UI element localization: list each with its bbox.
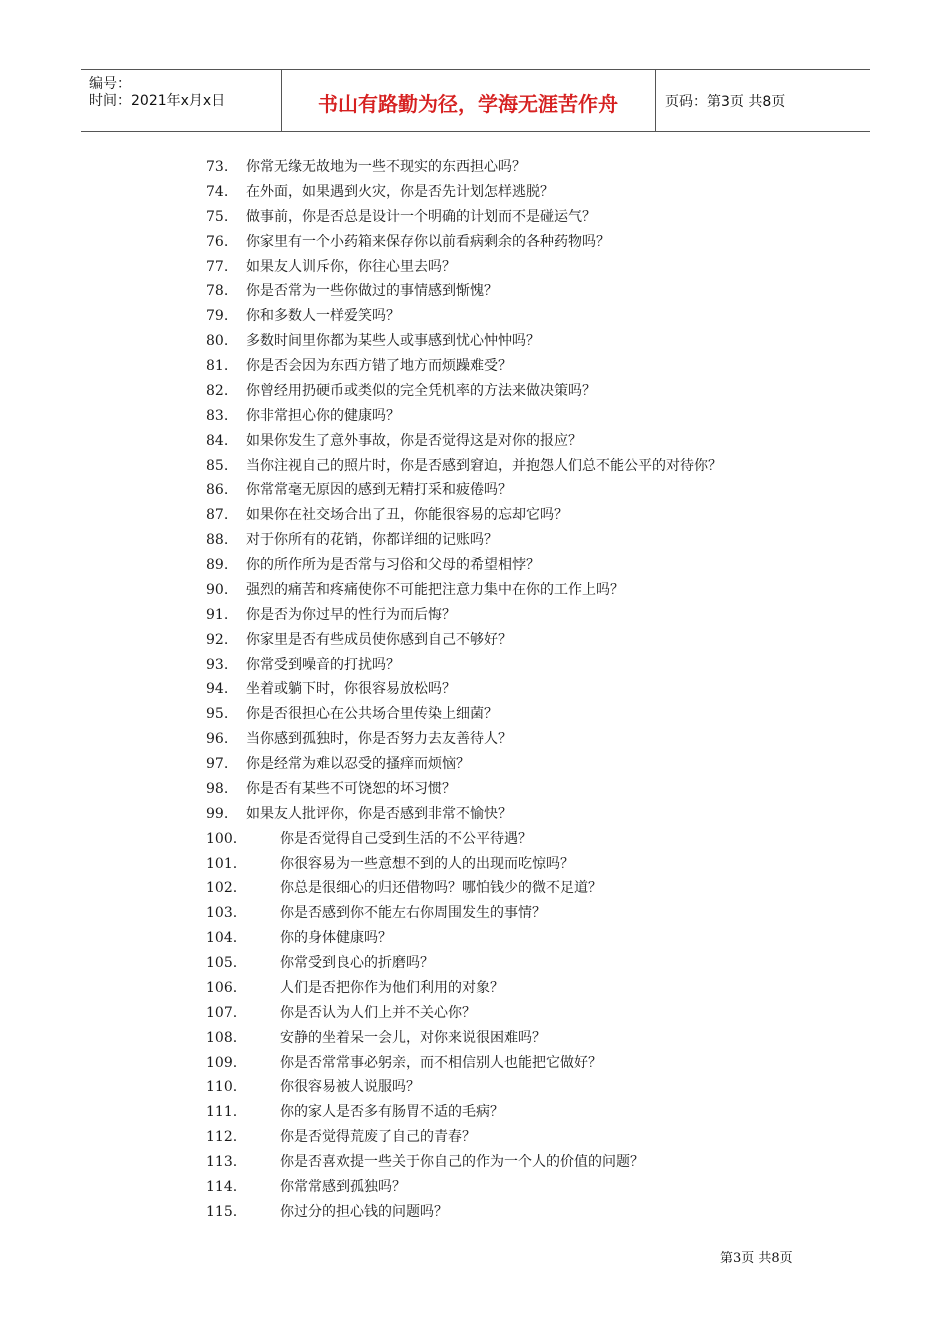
question-number: 80. (206, 333, 229, 350)
question-item (0, 1202, 950, 1227)
header-info-cell (81, 70, 282, 131)
header-page-cell (655, 70, 870, 131)
question-text: 如果你在社交场合出了丑，你能很容易的忘却它吗？ (246, 507, 568, 524)
question-item (0, 331, 950, 356)
question-item (0, 903, 950, 928)
question-number: 113. (206, 1154, 238, 1170)
question-number: 84. (206, 432, 229, 449)
question-number: 106. (206, 979, 238, 996)
question-number: 73. (206, 159, 229, 175)
question-item (0, 157, 950, 182)
question-text: 你常常感到孤独吗？ (280, 1178, 406, 1195)
question-item (0, 207, 950, 232)
question-item (0, 456, 950, 481)
question-item (0, 630, 950, 655)
question-item (0, 854, 950, 879)
question-number: 101. (206, 855, 238, 872)
question-number: 100. (206, 830, 238, 847)
question-text: 对于你所有的花销，你都详细的记账吗？ (246, 532, 498, 549)
question-text: 你是否常常事必躬亲，而不相信别人也能把它做好？ (280, 1054, 602, 1071)
question-number: 95. (206, 706, 229, 723)
question-number: 107. (206, 1004, 238, 1021)
question-number: 78. (206, 283, 229, 300)
question-item (0, 1127, 950, 1152)
question-text: 你是否感到你不能左右你周围发生的事情？ (280, 905, 546, 922)
question-item (0, 978, 950, 1003)
question-item (0, 505, 950, 530)
question-item (0, 953, 950, 978)
question-text: 你是否为你过早的性行为而后悔？ (246, 606, 456, 623)
question-text: 你家里是否有些成员使你感到自己不够好？ (246, 631, 512, 648)
question-item (0, 1102, 950, 1127)
page-header (81, 69, 870, 132)
question-text: 你常无缘无故地为一些不现实的东西担心吗？ (246, 159, 526, 175)
question-text: 你很容易为一些意想不到的人的出现而吃惊吗？ (280, 855, 574, 872)
question-number: 88. (206, 532, 229, 549)
question-number: 76. (206, 233, 229, 250)
page-footer: 第3页 共8页 (720, 1251, 793, 1266)
question-item (0, 281, 950, 306)
question-item (0, 257, 950, 282)
question-item (0, 580, 950, 605)
header-motto-cell (281, 70, 656, 131)
question-text: 你是否会因为东西方错了地方而烦躁难受？ (246, 358, 512, 374)
question-text: 你是否常为一些你做过的事情感到惭愧？ (246, 283, 498, 300)
question-number: 79. (206, 308, 229, 325)
question-text: 你过分的担心钱的问题吗？ (280, 1203, 448, 1220)
question-item (0, 1152, 950, 1177)
question-item (0, 431, 950, 456)
question-number: 87. (206, 507, 229, 524)
question-number: 109. (206, 1054, 238, 1071)
question-number: 98. (206, 780, 229, 797)
question-item (0, 1077, 950, 1102)
question-number: 83. (206, 407, 229, 424)
question-number: 112. (206, 1129, 238, 1146)
question-number: 91. (206, 606, 229, 623)
question-number: 93. (206, 656, 229, 673)
question-text: 你是否认为人们上并不关心你？ (280, 1004, 476, 1021)
question-text: 你很容易被人说服吗？ (280, 1079, 420, 1096)
question-text: 当你感到孤独时，你是否努力去友善待人？ (246, 731, 512, 748)
question-number: 97. (206, 756, 229, 772)
question-number: 99. (206, 805, 229, 822)
question-number: 96. (206, 731, 229, 748)
question-item (0, 232, 950, 257)
question-item (0, 1053, 950, 1078)
question-item (0, 530, 950, 555)
question-number: 82. (206, 382, 229, 399)
question-text: 你是否觉得自己受到生活的不公平待遇？ (280, 830, 532, 847)
question-text: 如果你发生了意外事故，你是否觉得这是对你的报应？ (246, 432, 582, 449)
question-item (0, 704, 950, 729)
question-number: 110. (206, 1079, 238, 1096)
question-text: 如果友人训斥你，你往心里去吗？ (246, 258, 456, 275)
question-item (0, 878, 950, 903)
question-item (0, 356, 950, 381)
page-code: 页码：第3页 共8页 (665, 94, 786, 110)
question-number: 92. (206, 631, 229, 648)
question-item (0, 306, 950, 331)
question-text: 你常常毫无原因的感到无精打采和疲倦吗？ (246, 482, 512, 499)
question-number: 81. (206, 358, 229, 374)
question-text: 在外面，如果遇到火灾，你是否先计划怎样逃脱？ (246, 183, 554, 200)
question-item (0, 555, 950, 580)
question-number: 85. (206, 457, 229, 474)
question-text: 你是经常为难以忍受的搔痒而烦恼？ (246, 756, 470, 772)
question-number: 105. (206, 955, 238, 971)
question-text: 你的身体健康吗？ (280, 930, 392, 947)
question-item (0, 655, 950, 680)
question-item (0, 1177, 950, 1202)
question-item (0, 480, 950, 505)
question-text: 当你注视自己的照片时，你是否感到窘迫，并抱怨人们总不能公平的对待你？ (246, 457, 722, 474)
question-item (0, 829, 950, 854)
question-item (0, 679, 950, 704)
question-item (0, 182, 950, 207)
question-text: 你家里有一个小药箱来保存你以前看病剩余的各种药物吗？ (246, 233, 610, 250)
question-item (0, 754, 950, 779)
question-text: 人们是否把你作为他们利用的对象？ (280, 979, 504, 996)
question-text: 你非常担心你的健康吗？ (246, 407, 400, 424)
question-item (0, 729, 950, 754)
question-text: 你是否觉得荒废了自己的青春？ (280, 1129, 476, 1146)
question-item (0, 928, 950, 953)
question-text: 你常受到良心的折磨吗？ (280, 955, 434, 971)
question-number: 104. (206, 930, 238, 947)
question-number: 111. (206, 1104, 238, 1121)
question-number: 74. (206, 183, 229, 200)
question-item (0, 804, 950, 829)
question-number: 102. (206, 880, 238, 897)
question-number: 90. (206, 581, 229, 598)
question-number: 108. (206, 1029, 238, 1046)
question-item (0, 779, 950, 804)
question-number: 103. (206, 905, 238, 922)
question-text: 安静的坐着呆一会儿，对你来说很困难吗？ (280, 1029, 546, 1046)
date-label: 时间：2021年x月x日 (89, 93, 226, 109)
question-number: 75. (206, 208, 229, 225)
question-text: 你是否有某些不可饶恕的坏习惯？ (246, 780, 456, 797)
question-text: 你常受到噪音的打扰吗？ (246, 656, 400, 673)
question-text: 你和多数人一样爱笑吗？ (246, 308, 400, 325)
question-text: 强烈的痛苦和疼痛使你不可能把注意力集中在你的工作上吗？ (246, 581, 624, 598)
question-text: 坐着或躺下时，你很容易放松吗？ (246, 681, 456, 698)
question-text: 多数时间里你都为某些人或事感到忧心忡忡吗？ (246, 333, 540, 350)
question-item (0, 1003, 950, 1028)
question-item (0, 381, 950, 406)
question-number: 115. (206, 1203, 238, 1220)
question-number: 77. (206, 258, 229, 275)
question-item (0, 605, 950, 630)
question-text: 如果友人批评你，你是否感到非常不愉快？ (246, 805, 512, 822)
question-item (0, 1028, 950, 1053)
question-number: 89. (206, 557, 229, 573)
serial-label: 编号： (89, 76, 131, 92)
question-text: 做事前，你是否总是设计一个明确的计划而不是碰运气？ (246, 208, 596, 225)
question-text: 你曾经用扔硬币或类似的完全凭机率的方法来做决策吗？ (246, 382, 596, 399)
question-number: 114. (206, 1178, 238, 1195)
question-item (0, 406, 950, 431)
question-text: 你是否很担心在公共场合里传染上细菌？ (246, 706, 498, 723)
motto-text: 书山有路勤为径，学海无涯苦作舟 (318, 92, 618, 116)
question-text: 你的家人是否多有肠胃不适的毛病？ (280, 1104, 504, 1121)
question-number: 86. (206, 482, 229, 499)
question-text: 你的所作所为是否常与习俗和父母的希望相悖？ (246, 557, 540, 573)
question-number: 94. (206, 681, 229, 698)
question-text: 你总是很细心的归还借物吗？哪怕钱少的微不足道？ (280, 880, 602, 897)
question-text: 你是否喜欢提一些关于你自己的作为一个人的价值的问题？ (280, 1154, 644, 1170)
question-list (0, 157, 950, 1227)
